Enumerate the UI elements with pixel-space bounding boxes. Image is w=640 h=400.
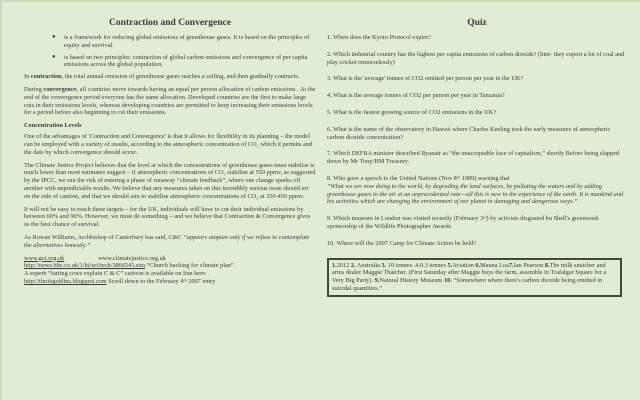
- right-column: [327, 2, 627, 297]
- quiz-question: 9. Which museum in London was visited recently (February 3ʳᵈ) by activists disgusted bu Shell's greenwash sponsorship of the Wildlife Photographer Awards: [327, 215, 599, 230]
- quiz-question: 8. Who gave a speech to the United Nations (Nov 8ᵗʰ 1989) warning that “What we are now doing to the world, by degrading the land surfaces, by polluting the waters and by adding greenhouse gases to the air at an unprecedented rate—all this is new in the experience of the earth. It is mankind and his activities which are changing the environment of our planet in damaging and dangerous ways.”: [327, 174, 624, 206]
- cjp-paragraph: The Climate Justice Project believes that the level at which the concentrations of greenhouse gases must stabilise is much lower than most estimates suggest – if atmospheric concentrations of CO₂ stabilise at 550 ppmv, as suggested by the IPCC, we run the risk of entering a phase of runaway “climate feedback”, where one change sparks off another with unpredictable results. We believe that any measures taken on this incredibly serious issue should err on the side of caution, and that we should aim to stabilise atmospheric concentrations of CO₂ at 350-450 ppmv.: [24, 161, 316, 200]
- answers-box: 1.2012 2. Australia 3. 10 tonnes .4.0.3 tonnes 5.Aviation 6.Mauna Loa7.Ian Pearson 8.The milk snatcher and arms dealer Maggie Thatcher. (First Saturday after Maggie buys the farm, assemble in Trafalgar Square for a Very Big Party). 9.Natural History Museum 10. “Somewhere where there's carbon dioxide being emitted in suicidal quantities.”: [327, 258, 622, 297]
- quiz-question: 7. Which DEFRA minister described Ryanair as “the unacceptable face of capitalism,” shortly Before being slapped down by Mr Tony/HM Treasury.: [327, 150, 620, 166]
- intro-bullets: [24, 34, 316, 69]
- targets-paragraph: It will not be easy to reach these targets – for the UK, individuals will have to cut their individual emissions by between 60% and 90%. However, we must do something – and we believe that Contraction & Convergence gives us the best chance of survival.: [24, 205, 311, 229]
- quiz-question: 3. What is the 'average' tonnes of CO2 emitted per person per year in the UK?: [327, 75, 524, 83]
- bullet-item: ● is a framework for reducing global emissions of greenhouse gases. It is based on the principles of equity and survival.: [52, 34, 310, 49]
- quiz-question: 6. What is the name of the observatory in Hawaii where Charles Keeling took the early measures of atmospheric carbon dioxide concentration?: [327, 125, 611, 141]
- bullet-icon: ●: [52, 34, 56, 40]
- convergence-paragraph: During convergence, all countries move towards having an equal per person allocation of carbon emissions . At the end of the convergence period everyone has the same allocation. Developed countries are the first to make large cuts in their emissions levels, whereas developing countries are permitted to keep increasing their emissions levels for a period before also beginning to cut their emissions.: [24, 85, 316, 117]
- bullet-icon: ●: [52, 53, 56, 60]
- bullet-item: ● is based on two principles: contraction of global carbon emissions and convergence of per capita emissions across the global population.: [52, 53, 308, 69]
- bbc-link[interactable]: http://news.bbc.co.uk/1/hi/sci/tech/3866543.stm: [24, 262, 146, 270]
- quiz-question: 4. What is the average tonnes of CO2 per person per year in Tanzania?: [327, 92, 505, 100]
- quiz-question: 10. Where will the 2007 Camp for Climate Action be held?: [327, 239, 477, 247]
- quiz-title: Quiz: [467, 18, 487, 28]
- concentration-heading: Concentration Levels: [24, 122, 82, 130]
- left-title: Contraction and Convergence: [109, 18, 231, 28]
- gci-link[interactable]: www.gci.org.uk: [24, 254, 65, 262]
- archbishop-quote: As Rowan Williams, Archbishop of Canterbury has said, C&C “appears utopian only if we refuse to contemplate the alternatives honestly.”: [24, 233, 310, 249]
- cartoon-text: A superb “farting cows explain C & C” cartoon is available on line here:: [24, 270, 207, 278]
- left-column: [24, 2, 316, 286]
- contraction-paragraph: In contraction, the total annual emission of greenhouse gases reaches a ceiling, and then gradually contracts.: [24, 73, 300, 81]
- quiz-question: 1. When does the Kyoto Protocol expire?: [327, 34, 431, 41]
- quiz-question: 5. What is the fastest growing source of CO2 emissions in the UK?: [327, 108, 496, 116]
- q8-quote: “What we are now doing to the world, by degrading the land surfaces, by polluting the waters and by adding greenhouse gases to the air at an unprecedented rate—all this is new in the experience of the earth. It is mankind and his activities which are changing the environment of our planet in damaging and dangerous ways.”: [327, 182, 624, 206]
- advantages-paragraph: One of the advantages of 'Contraction and Convergence' is that it allows for flexibility in its planning – the model can be employed with a variety of results, according to the atmospheric concentration of CO₂ which it permits and the date by which convergence should occur.: [24, 133, 313, 156]
- quiz-question: 2. Which industrial country has the highest per capita emissions of carbon dioxide? (hint- they export a lot of coal and play cricket remorselessly): [327, 50, 625, 66]
- links-section: www.gci.org.uk www.climatejustice.org.uk http://news.bbc.co.uk/1/hi/sci/tech/3866543.stm “Church backing for climate plan” A superb “farting cows explain C & C” cartoon is available on line here: http://throbgoblins.blogspot.com Scroll down to the February 4ᵗʰ 2007 entry: [24, 255, 316, 286]
- climatejustice-text: www.climatejustice.org.uk: [98, 254, 166, 262]
- blog-link[interactable]: http://throbgoblins.blogspot.com: [24, 277, 107, 285]
